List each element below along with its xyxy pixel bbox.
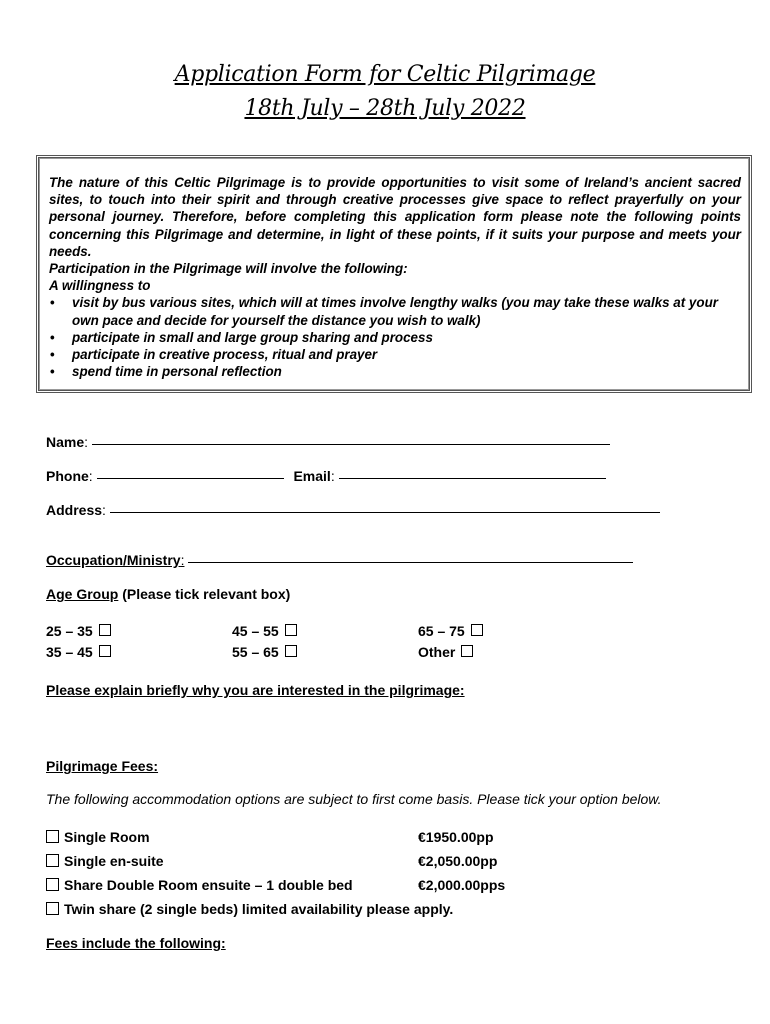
occupation-row: Occupation/Ministry: bbox=[46, 552, 633, 568]
bullet-icon: • bbox=[50, 364, 55, 380]
form-title: Application Form for Celtic Pilgrimage bbox=[174, 62, 596, 87]
age-option-35-45[interactable]: 35 – 45 bbox=[46, 644, 111, 660]
checkbox[interactable] bbox=[46, 902, 59, 915]
interest-answer-area[interactable] bbox=[46, 705, 726, 750]
fee-price: €1950.00pp bbox=[418, 829, 494, 845]
list-item: • participate in small and large group sharing and process bbox=[50, 329, 433, 345]
age-option-55-65[interactable]: 55 – 65 bbox=[232, 644, 297, 660]
checkbox[interactable] bbox=[471, 624, 483, 636]
checkbox[interactable] bbox=[46, 854, 59, 867]
intro-paragraph: The nature of this Celtic Pilgrimage is to provide opportunities to visit some of Ireland’s ancient sacred sites, to touch into their spirit and through creative processes give space to reflect prayerfully on your personal journey. Therefore, before completing this application form please note the following points concerning this Pilgrimage and determine, in light of these points, if it suits your purpose and meets your needs. bbox=[49, 175, 741, 259]
fees-note: The following accommodation options are subject to first come basis. Please tick your option below. bbox=[46, 791, 662, 807]
checkbox[interactable] bbox=[285, 624, 297, 636]
age-group-label: Age Group bbox=[46, 586, 119, 602]
fee-price: €2,000.00pps bbox=[418, 877, 506, 893]
checkbox[interactable] bbox=[99, 645, 111, 657]
bullet-list bbox=[49, 294, 741, 380]
willingness-line: A willingness to bbox=[49, 278, 151, 294]
bullet-icon: • bbox=[50, 329, 55, 345]
age-group-heading bbox=[46, 586, 290, 602]
fee-price: €2,050.00pp bbox=[418, 853, 498, 869]
age-option-other[interactable]: Other bbox=[418, 644, 473, 660]
fee-option-single-room[interactable]: Single Room bbox=[46, 829, 150, 845]
address-field[interactable] bbox=[110, 511, 660, 513]
intro-box bbox=[36, 155, 752, 393]
name-row: Name: bbox=[46, 434, 610, 450]
phone-label: Phone bbox=[46, 468, 89, 484]
form-dates: 18th July – 28th July 2022 bbox=[244, 96, 526, 121]
occupation-label: Occupation/Ministry bbox=[46, 552, 181, 568]
age-option-65-75[interactable]: 65 – 75 bbox=[418, 623, 483, 639]
fee-option-twin-share[interactable]: Twin share (2 single beds) limited availability please apply. bbox=[46, 901, 453, 917]
checkbox[interactable] bbox=[46, 830, 59, 843]
fee-option-share-double[interactable]: Share Double Room ensuite – 1 double bed bbox=[46, 877, 353, 893]
address-row: Address: bbox=[46, 502, 660, 518]
checkbox[interactable] bbox=[46, 878, 59, 891]
participation-line: Participation in the Pilgrimage will involve the following: bbox=[49, 261, 408, 277]
phone-field[interactable] bbox=[97, 477, 284, 479]
bullet-icon: • bbox=[50, 295, 55, 311]
occupation-field[interactable] bbox=[188, 561, 633, 563]
fees-heading: Pilgrimage Fees: bbox=[46, 758, 159, 774]
email-label: Email bbox=[293, 468, 331, 484]
name-field[interactable] bbox=[92, 443, 610, 445]
checkbox[interactable] bbox=[461, 645, 473, 657]
list-item: • spend time in personal reflection bbox=[50, 364, 282, 380]
list-item: • participate in creative process, ritual and prayer bbox=[50, 347, 378, 363]
checkbox[interactable] bbox=[285, 645, 297, 657]
list-item: • visit by bus various sites, which will at times involve lengthy walks (you may take these walks at your own pace and decide for yourself the distance you wish to walk) bbox=[50, 295, 718, 328]
age-option-25-35[interactable]: 25 – 35 bbox=[46, 623, 111, 639]
checkbox[interactable] bbox=[99, 624, 111, 636]
age-option-45-55[interactable]: 45 – 55 bbox=[232, 623, 297, 639]
address-label: Address bbox=[46, 502, 103, 518]
interest-prompt: Please explain briefly why you are interested in the pilgrimage: bbox=[46, 682, 465, 698]
name-label: Name bbox=[46, 434, 85, 450]
age-group-instruction: (Please tick relevant box) bbox=[122, 586, 291, 602]
phone-email-row: Phone: Email: bbox=[46, 468, 606, 484]
fee-option-single-ensuite[interactable]: Single en-suite bbox=[46, 853, 164, 869]
fees-include-heading: Fees include the following: bbox=[46, 935, 226, 951]
email-field[interactable] bbox=[339, 477, 606, 479]
bullet-icon: • bbox=[50, 347, 55, 363]
